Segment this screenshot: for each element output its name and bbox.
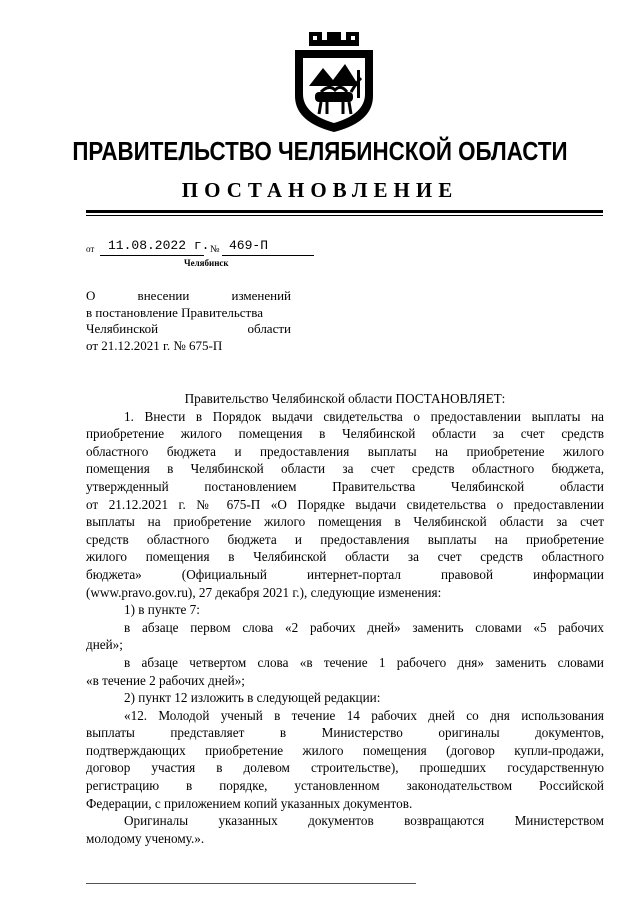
body-line: «12. Молодой ученый в течение 14 рабочих дней со дня использования xyxy=(124,707,604,723)
body-line: выплаты на приобретение жилого помещения в Челябинской области за счет xyxy=(86,514,604,530)
body-line: молодому ученому.». xyxy=(86,830,205,846)
government-title: ПРАВИТЕЛЬСТВО ЧЕЛЯБИНСКОЙ ОБЛАСТИ xyxy=(72,136,568,166)
body-line: договор участия в долевом строительстве), прошедших государственную xyxy=(86,760,604,776)
body-line: помещения в Челябинской области за счет средств областного бюджета, xyxy=(86,461,604,477)
body-line: выплаты представляет в Министерство оригиналы документов, xyxy=(86,725,604,741)
header-rule-thick xyxy=(86,210,603,213)
body-line: 1) в пункте 7: xyxy=(124,602,200,618)
body-line: в абзаце четвертом слова «в течение 1 рабочего дня» заменить словами xyxy=(124,654,604,670)
page-bottom-rule xyxy=(86,883,416,884)
resolution-intro: Правительство Челябинской области ПОСТАНОВЛЯЕТ: xyxy=(184,391,506,406)
document-subject xyxy=(86,288,291,354)
header-rule-thin xyxy=(86,215,603,216)
body-line: в абзаце первом слова «2 рабочих дней» заменить словами «5 рабочих xyxy=(124,619,604,635)
date-prefix: от xyxy=(86,244,95,254)
body-line: «в течение 2 рабочих дней»; xyxy=(86,672,245,688)
body-line: областного бюджета и предоставления выплаты на приобретение жилого xyxy=(86,443,604,459)
body-line: 1. Внести в Порядок выдачи свидетельства о предоставлении выплаты на xyxy=(124,408,604,424)
number-prefix: № xyxy=(210,244,220,255)
document-date: 11.08.2022 г. xyxy=(108,238,210,253)
body-line: Оригиналы указанных документов возвращаются Министерством xyxy=(124,813,604,829)
subject-line: Челябинской области xyxy=(86,321,291,336)
body-line: (www.pravo.gov.ru), 27 декабря 2021 г.), следующие изменения: xyxy=(86,584,442,600)
body-line: Федерации, с приложением копий указанных документов. xyxy=(86,795,413,811)
body-line: приобретение жилого помещения в Челябинской области за счет средств xyxy=(86,426,604,442)
body-line: подтверждающих приобретение жилого помещения (договор купли-продажи, xyxy=(86,742,604,758)
body-line: бюджета» (Официальный интернет-портал правовой информации xyxy=(86,566,604,582)
number-underline xyxy=(222,255,314,256)
date-underline xyxy=(100,255,204,256)
body-line: дней»; xyxy=(86,637,123,653)
subject-line: О внесении изменений xyxy=(86,288,291,303)
body-line: от 21.12.2021 г. № 675-П «О Порядке выдачи свидетельства о предоставлении xyxy=(86,496,604,512)
body-line: регистрацию в порядке, установленном законодательством Российской xyxy=(86,778,604,794)
subject-line: в постановление Правительства xyxy=(86,304,263,320)
coat-of-arms-icon xyxy=(289,30,379,134)
city-name: Челябинск xyxy=(184,258,229,268)
document-type-title: ПОСТАНОВЛЕНИЕ xyxy=(181,178,459,202)
document-body xyxy=(86,390,604,847)
subject-line: от 21.12.2021 г. № 675-П xyxy=(86,337,223,353)
document-number: 469-П xyxy=(229,238,269,253)
body-line: утвержденный постановлением Правительства Челябинской области xyxy=(86,478,604,494)
body-line: средств областного бюджета и предоставления выплаты на приобретение xyxy=(86,531,604,547)
body-line: 2) пункт 12 изложить в следующей редакции: xyxy=(124,690,381,706)
body-line: жилого помещения в Челябинской области за счет средств областного xyxy=(86,549,604,565)
